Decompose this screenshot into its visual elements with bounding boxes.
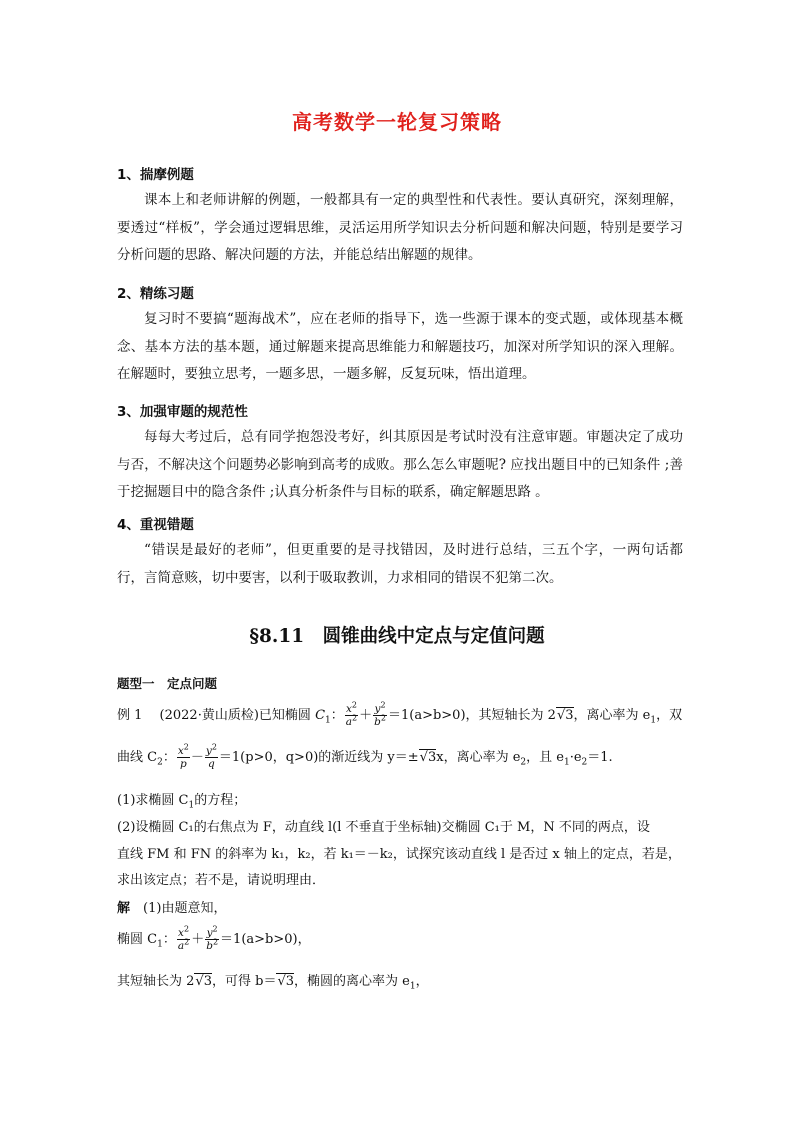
- part-2-line-2: 直线 FM 和 FN 的斜率为 k₁，k₂，若 k₁＝－k₂，试探究该动直线 l 是否过 x 轴上的定点，若是，: [117, 847, 681, 862]
- curve-name: C: [315, 708, 326, 723]
- exponent: 2: [352, 713, 358, 723]
- solution-text: ＝1(a>b>0)，: [220, 932, 311, 947]
- strategy-paragraph: 课本上和老师讲解的例题，一般都具有一定的典型性和代表性。要认真研究，深刻理解，要透过“样板”，学会通过逻辑思维，灵活运用所学知识去分析问题和解决问题，特别是要学习分析问题的思路、解决问题的方法，并能总结出解题的规律。: [117, 192, 683, 263]
- example-source: (2022·黄山质检): [159, 708, 259, 723]
- subscript: 2: [581, 757, 588, 768]
- strategy-heading: 2、精练习题: [117, 286, 194, 302]
- strategy-paragraph: 每每大考过后，总有同学抱怨没考好，纠其原因是考试时没有注意审题。审题决定了成功与否，不解决这个问题势必影响到高考的成败。那么怎么审题呢? 应找出题目中的已知条件 ;善于挖掘题目中的隐含条件 ;认真分析条件与目标的联系，确定解题思路 。: [117, 429, 683, 500]
- denominator: b: [374, 716, 381, 728]
- problem-type-label: 题型一 定点问题: [117, 676, 218, 691]
- exponent: 2: [380, 713, 386, 723]
- solution-label: 解: [117, 901, 131, 916]
- exponent: 2: [212, 937, 219, 947]
- strategy-section-2: [117, 285, 683, 389]
- radicand: 3: [203, 974, 212, 989]
- example-text: ，双: [656, 708, 683, 723]
- denominator: p: [179, 758, 187, 770]
- example-text: 已知椭圆: [258, 708, 311, 723]
- strategy-paragraph: “错误是最好的老师”，但更重要的是寻找错因，及时进行总结，三五个字，一两句话都行，言简意赅，切中要害，以利于吸取教训，力求相同的错误不犯第二次。: [117, 542, 683, 586]
- equation-text: x，离心率为 e: [436, 750, 521, 765]
- radicand: 3: [565, 708, 574, 723]
- denominator: q: [208, 758, 215, 770]
- example-label: 例 1: [117, 708, 143, 723]
- exponent: 2: [380, 700, 386, 710]
- equation-text: ＝1(p>0，q>0)的渐近线为 y＝±: [218, 750, 419, 765]
- subscript: 1: [325, 715, 331, 726]
- denominator: a: [345, 716, 353, 728]
- solution-line-2: 椭圆 $C_1$： $\frac{x^2}{a^2}$ ＋ $\frac{y^2}{b^2}$ ＝1(a>b>0)，: [117, 924, 311, 952]
- numerator: x: [178, 927, 184, 939]
- subscript: 1: [563, 757, 570, 768]
- subscript: 2: [520, 757, 527, 768]
- strategy-heading: 1、揣摩例题: [117, 167, 194, 183]
- equation-text: ＝1(a>b>0)，其短轴长为 2: [387, 708, 556, 723]
- fraction-y2-q: [205, 742, 218, 770]
- example-text: 曲线 C: [117, 750, 158, 765]
- solution-text: 椭圆 C: [117, 932, 158, 947]
- numerator: y: [374, 703, 381, 715]
- denominator: b: [206, 940, 213, 952]
- strategy-heading: 4、重视错题: [117, 517, 194, 533]
- page-title: 高考数学一轮复习策略: [292, 110, 502, 134]
- subscript: 1: [188, 800, 195, 811]
- part-text: 的方程；: [194, 793, 247, 808]
- subscript: 2: [157, 757, 163, 768]
- fraction-y2-b2: [373, 700, 387, 728]
- fraction-x2-p: [177, 742, 190, 770]
- solution-text: 其短轴长为 2: [117, 974, 195, 989]
- strategy-section-4: [117, 516, 683, 592]
- sqrt-3: √3: [556, 708, 574, 723]
- denominator: a: [177, 940, 185, 952]
- exponent: 2: [211, 742, 217, 752]
- strategy-heading: 3、加强审题的规范性: [117, 404, 248, 420]
- example-line-2: 曲线 $C_2$： $\frac{x^2}{p}$ － $\frac{y^2}{q}$ ＝1(p>0，q>0)的渐近线为 y＝±√3x，离心率为 $e_2$，且 $e_1\cdot e_2=1$.: [117, 742, 613, 770]
- numerator: x: [177, 745, 184, 757]
- numerator: y: [205, 745, 212, 757]
- strategy-section-3: [117, 403, 683, 507]
- colon: ：: [162, 932, 176, 947]
- radicand: 3: [427, 750, 437, 765]
- part-text: (1)求椭圆 C: [117, 793, 189, 808]
- subscript: 1: [409, 981, 416, 992]
- solution-text: ，椭圆的离心率为 e: [294, 974, 410, 989]
- sqrt-3: √3: [195, 974, 212, 989]
- sqrt-3: √3: [277, 974, 295, 989]
- solution-text: (1)由题意知，: [143, 901, 227, 916]
- strategy-section-1: [117, 166, 683, 270]
- colon: ：: [330, 708, 344, 723]
- solution-text: ，可得 b＝: [211, 974, 277, 989]
- solution-line-3: [117, 970, 683, 992]
- sqrt-3: √3: [419, 750, 437, 765]
- exponent: 2: [183, 924, 190, 934]
- fraction-x2-a2: [177, 924, 190, 952]
- part-2-line-3: 求出该定点；若不是，请说明理由．: [117, 873, 326, 888]
- section-title: §8.11 圆锥曲线中定点与定值问题: [249, 626, 545, 647]
- fraction-x2-a2: [345, 700, 358, 728]
- solution-line-1: [117, 897, 683, 916]
- radicand: 3: [285, 974, 295, 989]
- exponent: 2: [212, 924, 218, 934]
- part-2-line-1: (2)设椭圆 C₁的右焦点为 F，动直线 l(l 不垂直于坐标轴)交椭圆 C₁于 M，N 不同的两点，设: [117, 820, 650, 835]
- strategy-paragraph: 复习时不要搞“题海战术”，应在老师的指导下，选一些源于课本的变式题，或体现基本概念、基本方法的基本题，通过解题来提高思维能力和解题技巧，加深对所学知识的深入理解。在解题时，要独立思考，一题多思，一题多解，反复玩味，悟出道理。: [117, 311, 683, 382]
- numerator: y: [206, 927, 213, 939]
- exponent: 2: [184, 937, 190, 947]
- solution-text: ，: [415, 974, 429, 989]
- equation-text: ，且 e: [526, 750, 564, 765]
- numerator: x: [345, 703, 352, 715]
- example-line-1: 例 1 (2022·黄山质检)已知椭圆 $C_1$： $\frac{x^2}{a^2}$ ＋ $\frac{y^2}{b^2}$ ＝1(a>b>0)，其短轴长为 2√3，离心率为 $e_1$，双: [117, 700, 683, 728]
- exponent: 2: [351, 700, 357, 710]
- subscript: 1: [650, 715, 657, 726]
- part-1: [117, 789, 683, 811]
- colon: ：: [162, 750, 176, 765]
- dot-product: ·e: [569, 750, 582, 765]
- fraction-y2-b2: [205, 924, 219, 952]
- exponent: 2: [183, 742, 189, 752]
- subscript: 1: [157, 939, 163, 950]
- eccentricity-text: ，离心率为 e: [573, 708, 651, 723]
- equation-text: ＝1.: [587, 750, 613, 765]
